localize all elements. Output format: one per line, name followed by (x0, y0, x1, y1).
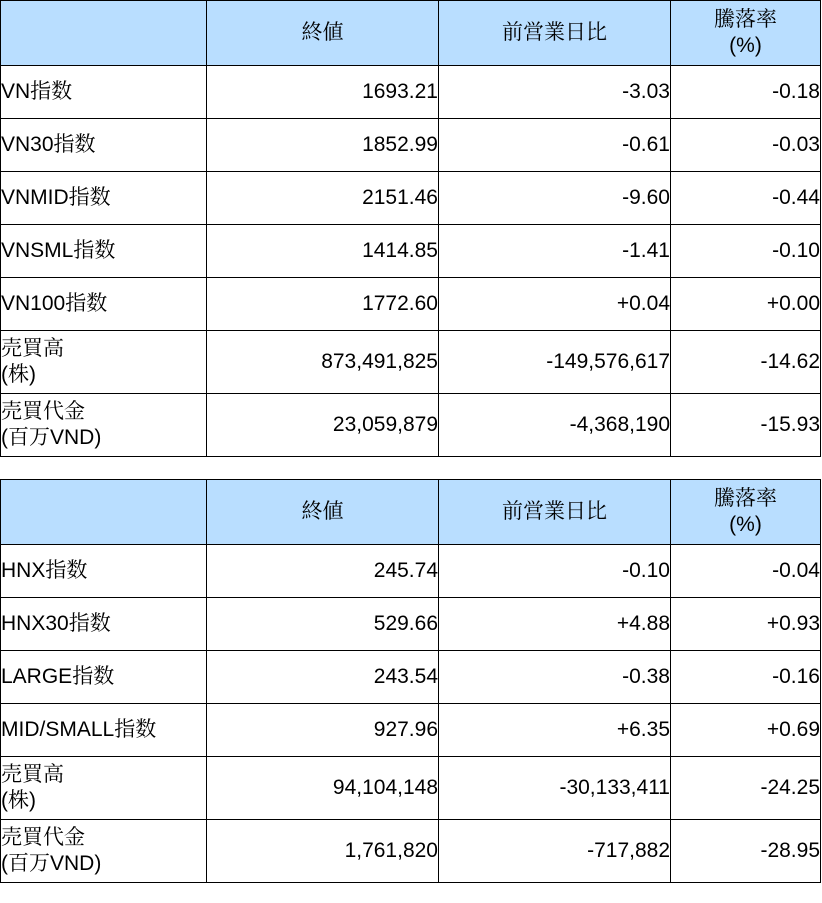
header-pct-line2: (%) (729, 34, 762, 57)
hnx-index-table (0, 479, 821, 883)
row-pct: -0.16 (671, 651, 821, 704)
row-close: 873,491,825 (207, 331, 439, 394)
header-pct-line2: (%) (729, 513, 762, 536)
row-label-line2: (株) (1, 363, 36, 386)
row-label (1, 651, 207, 704)
table-row (1, 651, 821, 704)
row-label-line1: VNMID指数 (1, 186, 111, 210)
row-label-line1: VN指数 (1, 80, 73, 104)
row-pct: -24.25 (671, 757, 821, 820)
table-row (1, 278, 821, 331)
row-label (1, 820, 207, 883)
row-diff: -149,576,617 (439, 331, 671, 394)
row-label (1, 278, 207, 331)
hose-table-header (1, 1, 821, 66)
row-diff: -717,882 (439, 820, 671, 883)
table-gap (0, 457, 822, 479)
row-pct: +0.00 (671, 278, 821, 331)
row-close: 243.54 (207, 651, 439, 704)
table-row (1, 394, 821, 457)
header-pct-line1: 騰落率 (714, 7, 777, 31)
table-row (1, 757, 821, 820)
row-label (1, 545, 207, 598)
table-header-row (1, 1, 821, 66)
row-close: 1414.85 (207, 225, 439, 278)
table-row (1, 172, 821, 225)
row-label (1, 172, 207, 225)
row-label-line1: VN30指数 (1, 133, 96, 157)
row-label-line1: 売買高 (1, 337, 64, 361)
row-label-line1: LARGE指数 (1, 665, 115, 689)
header-pct-line1: 騰落率 (714, 486, 777, 510)
row-label (1, 66, 207, 119)
row-label-line2: (百万VND) (1, 426, 102, 449)
header-diff: 前営業日比 (439, 480, 671, 545)
table-header-row (1, 480, 821, 545)
row-close: 94,104,148 (207, 757, 439, 820)
header-blank (1, 1, 207, 66)
row-label-line1: 売買高 (1, 763, 64, 787)
row-label-line1: 売買代金 (1, 400, 85, 424)
row-pct: -0.10 (671, 225, 821, 278)
row-label-line1: VNSML指数 (1, 239, 116, 263)
row-pct: +0.69 (671, 704, 821, 757)
row-close: 1772.60 (207, 278, 439, 331)
row-close: 927.96 (207, 704, 439, 757)
row-label (1, 704, 207, 757)
row-diff: -4,368,190 (439, 394, 671, 457)
row-pct: -0.04 (671, 545, 821, 598)
header-pct (671, 1, 821, 66)
row-diff: -0.61 (439, 119, 671, 172)
row-diff: -9.60 (439, 172, 671, 225)
row-label-line1: 売買代金 (1, 826, 85, 850)
row-label-line2: (百万VND) (1, 852, 102, 875)
row-label (1, 598, 207, 651)
table-row (1, 704, 821, 757)
header-blank (1, 480, 207, 545)
row-pct: -0.18 (671, 66, 821, 119)
row-label-line1: HNX指数 (1, 559, 88, 583)
header-diff: 前営業日比 (439, 1, 671, 66)
header-close: 終値 (207, 1, 439, 66)
row-close: 1,761,820 (207, 820, 439, 883)
hose-table-body (1, 66, 821, 457)
header-pct (671, 480, 821, 545)
row-close: 245.74 (207, 545, 439, 598)
row-diff: +4.88 (439, 598, 671, 651)
row-diff: -3.03 (439, 66, 671, 119)
row-diff: +0.04 (439, 278, 671, 331)
table-row (1, 119, 821, 172)
row-close: 1693.21 (207, 66, 439, 119)
header-close: 終値 (207, 480, 439, 545)
row-diff: +6.35 (439, 704, 671, 757)
table-row (1, 820, 821, 883)
row-pct: -0.44 (671, 172, 821, 225)
row-diff: -0.38 (439, 651, 671, 704)
row-label-line1: HNX30指数 (1, 612, 111, 636)
table-row (1, 598, 821, 651)
row-close: 1852.99 (207, 119, 439, 172)
row-pct: -28.95 (671, 820, 821, 883)
table-row (1, 66, 821, 119)
row-pct: +0.93 (671, 598, 821, 651)
row-label (1, 331, 207, 394)
row-label (1, 394, 207, 457)
row-label-line1: VN100指数 (1, 292, 108, 316)
row-pct: -0.03 (671, 119, 821, 172)
row-label-line2: (株) (1, 789, 36, 812)
row-pct: -15.93 (671, 394, 821, 457)
row-label (1, 119, 207, 172)
table-row (1, 225, 821, 278)
row-diff: -1.41 (439, 225, 671, 278)
table-row (1, 545, 821, 598)
row-diff: -30,133,411 (439, 757, 671, 820)
row-pct: -14.62 (671, 331, 821, 394)
row-close: 2151.46 (207, 172, 439, 225)
row-label (1, 225, 207, 278)
table-row (1, 331, 821, 394)
row-label (1, 757, 207, 820)
row-close: 529.66 (207, 598, 439, 651)
hnx-table-body (1, 545, 821, 883)
row-diff: -0.10 (439, 545, 671, 598)
hnx-table-header (1, 480, 821, 545)
row-label-line1: MID/SMALL指数 (1, 718, 157, 742)
row-close: 23,059,879 (207, 394, 439, 457)
